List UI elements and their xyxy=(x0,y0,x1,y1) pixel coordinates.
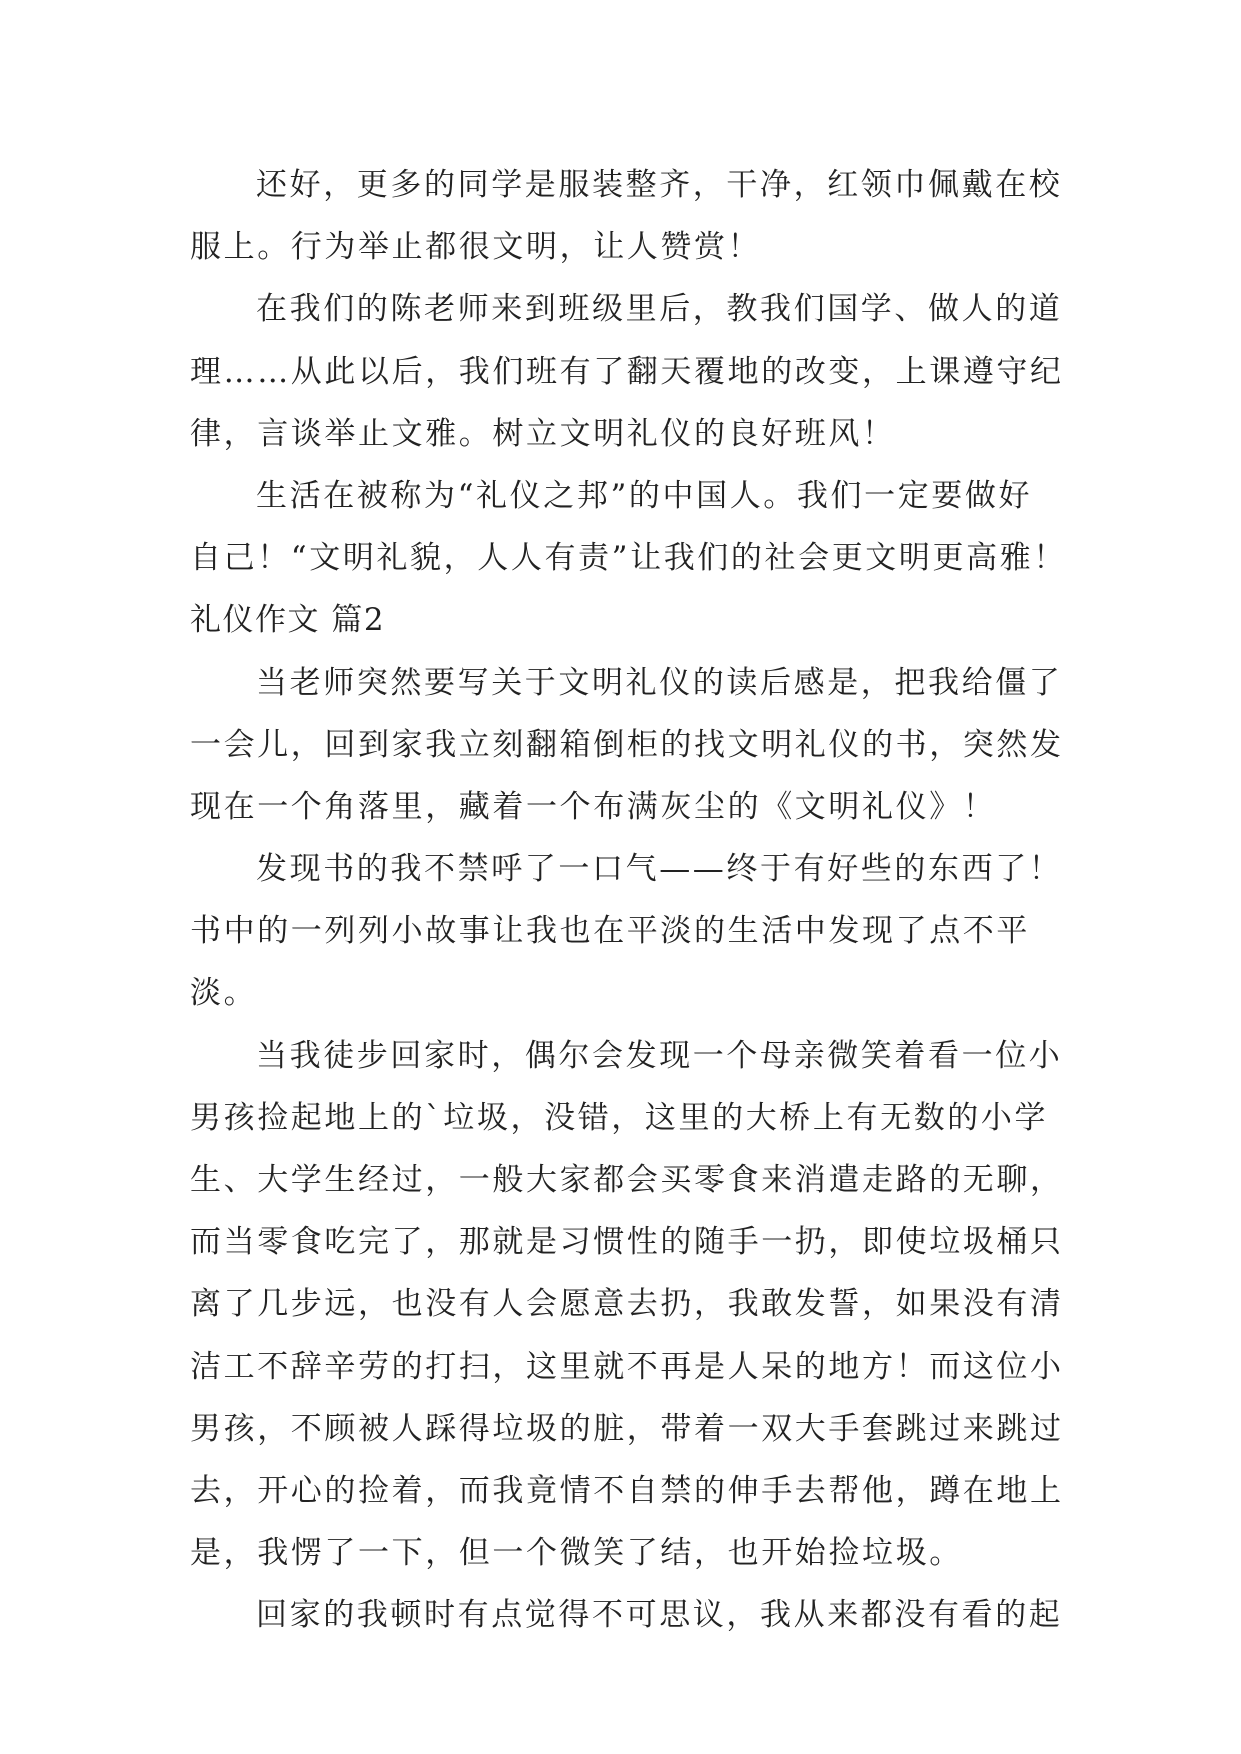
paragraph-line: 在我们的陈老师来到班级里后，教我们国学、做人的道 xyxy=(256,291,1063,328)
paragraph-line: 男孩，不顾被人踩得垃圾的脏，带着一双大手套跳过来跳过 xyxy=(190,1410,1064,1447)
paragraph-line: 发现书的我不禁呼了一口气——终于有好些的东西了！ xyxy=(256,851,1063,888)
paragraph-line: 服上。行为举止都很文明，让人赞赏！ xyxy=(190,229,762,266)
paragraph-line: 回家的我顿时有点觉得不可思议，我从来都没有看的起 xyxy=(256,1597,1063,1634)
paragraph-line: 自己！“文明礼貌，人人有责”让我们的社会更文明更高雅！ xyxy=(190,540,1067,577)
paragraph-line: 离了几步远，也没有人会愿意去扔，我敢发誓，如果没有清 xyxy=(190,1286,1064,1323)
document-body xyxy=(190,154,1070,1647)
paragraph-line: 男孩捡起地上的`垃圾，没错，这里的大桥上有无数的小学 xyxy=(190,1099,1049,1136)
paragraph-line: 去，开心的捡着，而我竟情不自禁的伸手去帮他，蹲在地上 xyxy=(190,1472,1064,1509)
paragraph-line: 现在一个角落里，藏着一个布满灰尘的《文明礼仪》！ xyxy=(190,788,997,825)
section-heading: 礼仪作文 篇2 xyxy=(190,602,386,639)
paragraph-line: 而当零食吃完了，那就是习惯性的随手一扔，即使垃圾桶只 xyxy=(190,1224,1064,1261)
paragraph-line: 洁工不辞辛劳的打扫，这里就不再是人呆的地方！而这位小 xyxy=(190,1348,1064,1385)
paragraph-line: 当老师突然要写关于文明礼仪的读后感是，把我给僵了 xyxy=(256,664,1063,701)
paragraph-line: 律，言谈举止文雅。树立文明礼仪的良好班风！ xyxy=(190,415,896,452)
paragraph-line: 书中的一列列小故事让我也在平淡的生活中发现了点不平 xyxy=(190,913,1030,950)
paragraph-line: 还好，更多的同学是服装整齐，干净，红领巾佩戴在校 xyxy=(256,167,1063,203)
paragraph-line: 是，我愣了一下，但一个微笑了结，也开始捡垃圾。 xyxy=(190,1535,963,1572)
paragraph-line: 生活在被称为“礼仪之邦”的中国人。我们一定要做好 xyxy=(256,477,1033,514)
paragraph-line: 当我徒步回家时，偶尔会发现一个母亲微笑着看一位小 xyxy=(256,1037,1063,1074)
paragraph-line: 淡。 xyxy=(190,975,258,1012)
paragraph-line: 一会儿，回到家我立刻翻箱倒柜的找文明礼仪的书，突然发 xyxy=(190,726,1064,763)
paragraph-line: 理……从此以后，我们班有了翻天覆地的改变，上课遵守纪 xyxy=(190,353,1064,390)
paragraph-line: 生、大学生经过，一般大家都会买零食来消遣走路的无聊， xyxy=(190,1162,1064,1198)
